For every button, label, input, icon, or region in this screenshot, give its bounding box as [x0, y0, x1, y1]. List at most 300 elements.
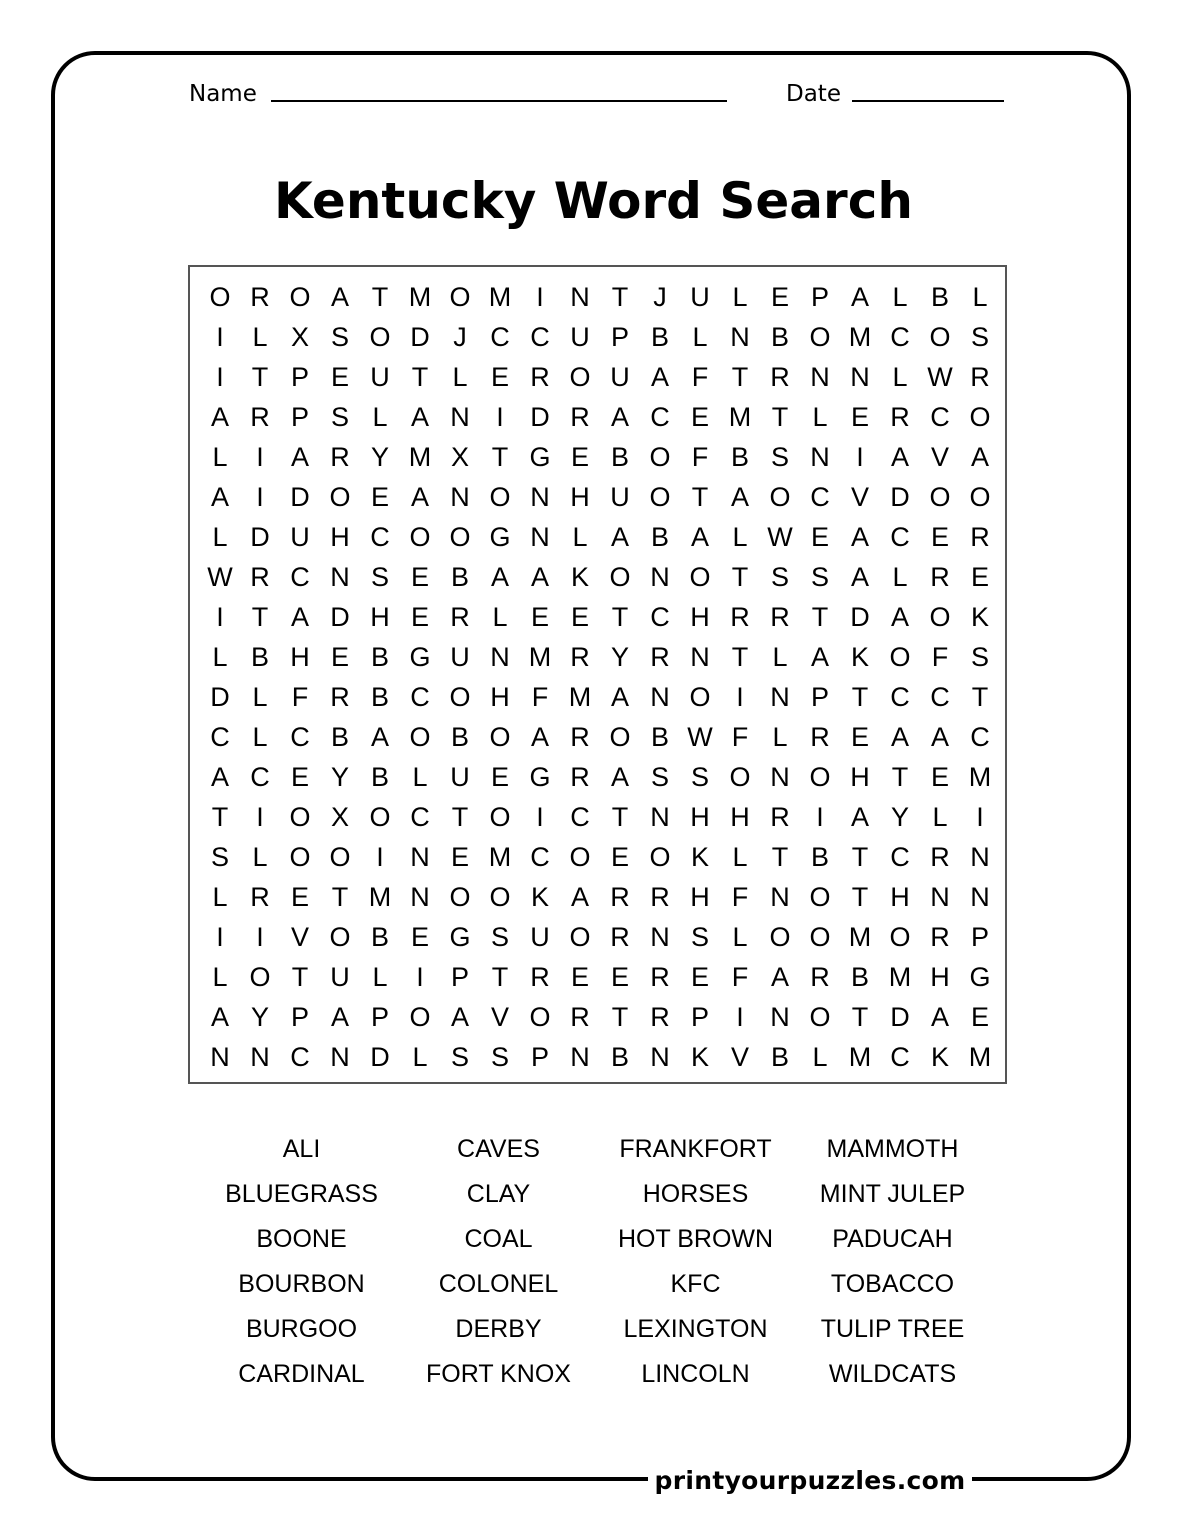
- grid-letter[interactable]: L: [572, 522, 588, 552]
- grid-letter[interactable]: O: [569, 362, 591, 392]
- grid-letter[interactable]: M: [848, 1042, 872, 1072]
- grid-letter[interactable]: B: [770, 1042, 789, 1072]
- grid-letter[interactable]: I: [216, 602, 224, 632]
- grid-letter[interactable]: D: [530, 402, 550, 432]
- grid-letter[interactable]: A: [530, 562, 549, 592]
- grid-letter[interactable]: A: [570, 882, 589, 912]
- grid-letter[interactable]: O: [889, 922, 911, 952]
- grid-letter[interactable]: E: [490, 362, 509, 392]
- grid-letter[interactable]: N: [330, 1042, 350, 1072]
- grid-letter[interactable]: T: [291, 962, 309, 992]
- grid-letter[interactable]: M: [968, 1042, 992, 1072]
- grid-letter[interactable]: B: [250, 642, 269, 672]
- grid-letter[interactable]: C: [410, 682, 430, 712]
- grid-letter[interactable]: T: [331, 882, 349, 912]
- grid-letter[interactable]: E: [530, 602, 549, 632]
- grid-letter[interactable]: A: [210, 402, 229, 432]
- grid-letter[interactable]: N: [650, 682, 670, 712]
- grid-letter[interactable]: R: [810, 962, 830, 992]
- grid-letter[interactable]: U: [370, 362, 390, 392]
- grid-letter[interactable]: C: [370, 522, 390, 552]
- grid-letter[interactable]: E: [330, 642, 349, 672]
- grid-letter[interactable]: R: [930, 562, 950, 592]
- grid-letter[interactable]: D: [890, 482, 910, 512]
- grid-letter[interactable]: I: [536, 282, 544, 312]
- grid-letter[interactable]: E: [970, 1002, 989, 1032]
- grid-letter[interactable]: N: [410, 882, 430, 912]
- grid-letter[interactable]: C: [890, 682, 910, 712]
- grid-letter[interactable]: D: [210, 682, 230, 712]
- grid-letter[interactable]: T: [611, 802, 629, 832]
- grid-letter[interactable]: E: [970, 562, 989, 592]
- grid-letter[interactable]: K: [850, 642, 869, 672]
- grid-letter[interactable]: U: [690, 282, 710, 312]
- grid-letter[interactable]: E: [930, 762, 949, 792]
- grid-letter[interactable]: E: [610, 962, 629, 992]
- grid-letter[interactable]: J: [653, 282, 667, 312]
- grid-letter[interactable]: R: [570, 762, 590, 792]
- grid-letter[interactable]: H: [570, 482, 590, 512]
- grid-letter[interactable]: G: [489, 522, 511, 552]
- grid-letter[interactable]: G: [409, 642, 431, 672]
- grid-letter[interactable]: E: [850, 722, 869, 752]
- grid-letter[interactable]: O: [929, 482, 951, 512]
- grid-letter[interactable]: E: [410, 602, 429, 632]
- grid-letter[interactable]: V: [930, 442, 949, 472]
- grid-letter[interactable]: O: [489, 802, 511, 832]
- grid-letter[interactable]: L: [252, 322, 268, 352]
- grid-letter[interactable]: E: [770, 282, 789, 312]
- grid-letter[interactable]: H: [490, 682, 510, 712]
- grid-letter[interactable]: T: [771, 402, 789, 432]
- grid-letter[interactable]: R: [970, 522, 990, 552]
- grid-letter[interactable]: U: [530, 922, 550, 952]
- grid-letter[interactable]: L: [772, 722, 788, 752]
- grid-letter[interactable]: B: [330, 722, 349, 752]
- grid-letter[interactable]: O: [969, 482, 991, 512]
- grid-letter[interactable]: U: [290, 522, 310, 552]
- grid-letter[interactable]: T: [851, 882, 869, 912]
- grid-letter[interactable]: T: [611, 1002, 629, 1032]
- grid-letter[interactable]: R: [650, 642, 670, 672]
- grid-letter[interactable]: N: [330, 562, 350, 592]
- grid-letter[interactable]: T: [891, 762, 909, 792]
- grid-letter[interactable]: Y: [610, 642, 629, 672]
- grid-letter[interactable]: B: [650, 522, 669, 552]
- grid-letter[interactable]: A: [930, 1002, 949, 1032]
- grid-letter[interactable]: I: [256, 802, 264, 832]
- grid-letter[interactable]: R: [770, 602, 790, 632]
- grid-letter[interactable]: A: [810, 642, 829, 672]
- grid-letter[interactable]: R: [530, 962, 550, 992]
- grid-letter[interactable]: O: [529, 1002, 551, 1032]
- grid-letter[interactable]: E: [930, 522, 949, 552]
- grid-letter[interactable]: I: [736, 682, 744, 712]
- grid-letter[interactable]: O: [289, 282, 311, 312]
- grid-letter[interactable]: R: [610, 882, 630, 912]
- grid-letter[interactable]: O: [809, 922, 831, 952]
- grid-letter[interactable]: P: [290, 402, 309, 432]
- grid-letter[interactable]: F: [731, 722, 749, 752]
- grid-letter[interactable]: R: [570, 722, 590, 752]
- grid-letter[interactable]: O: [809, 762, 831, 792]
- grid-letter[interactable]: P: [970, 922, 989, 952]
- grid-letter[interactable]: T: [691, 482, 709, 512]
- grid-letter[interactable]: T: [491, 442, 509, 472]
- grid-letter[interactable]: O: [249, 962, 271, 992]
- grid-letter[interactable]: T: [851, 1002, 869, 1032]
- grid-letter[interactable]: A: [410, 402, 429, 432]
- grid-letter[interactable]: T: [611, 282, 629, 312]
- grid-letter[interactable]: V: [490, 1002, 509, 1032]
- grid-letter[interactable]: O: [489, 722, 511, 752]
- grid-letter[interactable]: C: [290, 1042, 310, 1072]
- grid-letter[interactable]: O: [689, 562, 711, 592]
- grid-letter[interactable]: O: [329, 842, 351, 872]
- grid-letter[interactable]: L: [212, 642, 228, 672]
- grid-letter[interactable]: C: [250, 762, 270, 792]
- grid-letter[interactable]: A: [330, 282, 349, 312]
- grid-letter[interactable]: L: [692, 322, 708, 352]
- grid-letter[interactable]: T: [611, 602, 629, 632]
- grid-letter[interactable]: O: [769, 922, 791, 952]
- grid-letter[interactable]: L: [212, 882, 228, 912]
- grid-letter[interactable]: M: [968, 762, 992, 792]
- grid-letter[interactable]: P: [290, 362, 309, 392]
- grid-letter[interactable]: S: [690, 762, 709, 792]
- grid-letter[interactable]: L: [252, 682, 268, 712]
- grid-letter[interactable]: K: [530, 882, 549, 912]
- grid-letter[interactable]: C: [290, 562, 310, 592]
- grid-letter[interactable]: W: [687, 722, 713, 752]
- grid-letter[interactable]: O: [409, 522, 431, 552]
- grid-letter[interactable]: D: [410, 322, 430, 352]
- grid-letter[interactable]: O: [809, 882, 831, 912]
- grid-letter[interactable]: T: [251, 602, 269, 632]
- grid-letter[interactable]: T: [851, 842, 869, 872]
- grid-letter[interactable]: R: [890, 402, 910, 432]
- grid-letter[interactable]: L: [412, 1042, 428, 1072]
- grid-letter[interactable]: U: [570, 322, 590, 352]
- grid-letter[interactable]: R: [250, 402, 270, 432]
- grid-letter[interactable]: B: [770, 322, 789, 352]
- grid-letter[interactable]: A: [850, 522, 869, 552]
- grid-letter[interactable]: N: [530, 522, 550, 552]
- grid-letter[interactable]: T: [731, 362, 749, 392]
- grid-letter[interactable]: G: [969, 962, 991, 992]
- grid-letter[interactable]: C: [930, 682, 950, 712]
- grid-letter[interactable]: L: [732, 922, 748, 952]
- grid-letter[interactable]: A: [850, 562, 869, 592]
- grid-letter[interactable]: I: [256, 922, 264, 952]
- grid-letter[interactable]: A: [770, 962, 789, 992]
- grid-letter[interactable]: L: [412, 762, 428, 792]
- grid-letter[interactable]: O: [609, 562, 631, 592]
- grid-letter[interactable]: O: [409, 1002, 431, 1032]
- grid-letter[interactable]: V: [730, 1042, 749, 1072]
- grid-letter[interactable]: N: [650, 922, 670, 952]
- grid-letter[interactable]: D: [290, 482, 310, 512]
- grid-letter[interactable]: K: [930, 1042, 949, 1072]
- grid-letter[interactable]: H: [370, 602, 390, 632]
- grid-letter[interactable]: L: [932, 802, 948, 832]
- grid-letter[interactable]: N: [530, 482, 550, 512]
- grid-letter[interactable]: O: [609, 722, 631, 752]
- grid-letter[interactable]: C: [890, 322, 910, 352]
- grid-letter[interactable]: R: [610, 922, 630, 952]
- grid-letter[interactable]: N: [450, 402, 470, 432]
- grid-letter[interactable]: O: [889, 642, 911, 672]
- grid-letter[interactable]: I: [256, 482, 264, 512]
- grid-letter[interactable]: O: [649, 442, 671, 472]
- grid-letter[interactable]: R: [930, 842, 950, 872]
- grid-letter[interactable]: T: [251, 362, 269, 392]
- grid-letter[interactable]: M: [528, 642, 552, 672]
- grid-letter[interactable]: N: [770, 682, 790, 712]
- grid-letter[interactable]: S: [490, 922, 509, 952]
- grid-letter[interactable]: F: [691, 362, 709, 392]
- grid-letter[interactable]: M: [408, 282, 432, 312]
- grid-letter[interactable]: B: [370, 762, 389, 792]
- grid-letter[interactable]: Y: [370, 442, 389, 472]
- grid-letter[interactable]: R: [250, 282, 270, 312]
- grid-letter[interactable]: E: [610, 842, 629, 872]
- grid-letter[interactable]: R: [970, 362, 990, 392]
- grid-letter[interactable]: P: [290, 1002, 309, 1032]
- grid-letter[interactable]: L: [732, 282, 748, 312]
- grid-letter[interactable]: K: [690, 1042, 709, 1072]
- grid-letter[interactable]: O: [569, 922, 591, 952]
- grid-letter[interactable]: W: [207, 562, 233, 592]
- grid-letter[interactable]: E: [850, 402, 869, 432]
- grid-letter[interactable]: A: [450, 1002, 469, 1032]
- grid-letter[interactable]: H: [690, 602, 710, 632]
- grid-letter[interactable]: R: [770, 362, 790, 392]
- grid-letter[interactable]: I: [496, 402, 504, 432]
- grid-letter[interactable]: H: [930, 962, 950, 992]
- grid-letter[interactable]: V: [290, 922, 309, 952]
- grid-letter[interactable]: B: [370, 922, 389, 952]
- grid-letter[interactable]: N: [650, 1042, 670, 1072]
- grid-letter[interactable]: T: [411, 362, 429, 392]
- grid-letter[interactable]: M: [848, 922, 872, 952]
- grid-letter[interactable]: K: [690, 842, 709, 872]
- grid-letter[interactable]: N: [410, 842, 430, 872]
- grid-letter[interactable]: I: [216, 322, 224, 352]
- grid-letter[interactable]: L: [492, 602, 508, 632]
- grid-letter[interactable]: I: [976, 802, 984, 832]
- grid-letter[interactable]: F: [731, 962, 749, 992]
- grid-letter[interactable]: D: [330, 602, 350, 632]
- grid-letter[interactable]: A: [370, 722, 389, 752]
- grid-letter[interactable]: H: [690, 882, 710, 912]
- grid-letter[interactable]: O: [409, 722, 431, 752]
- grid-letter[interactable]: F: [731, 882, 749, 912]
- grid-letter[interactable]: S: [330, 402, 349, 432]
- grid-letter[interactable]: B: [650, 722, 669, 752]
- grid-letter[interactable]: R: [770, 802, 790, 832]
- grid-letter[interactable]: U: [330, 962, 350, 992]
- grid-letter[interactable]: O: [929, 322, 951, 352]
- grid-letter[interactable]: R: [930, 922, 950, 952]
- grid-letter[interactable]: C: [890, 522, 910, 552]
- grid-letter[interactable]: M: [888, 962, 912, 992]
- grid-letter[interactable]: S: [490, 1042, 509, 1072]
- grid-letter[interactable]: A: [890, 602, 909, 632]
- grid-letter[interactable]: Y: [330, 762, 349, 792]
- grid-letter[interactable]: R: [730, 602, 750, 632]
- grid-letter[interactable]: C: [650, 602, 670, 632]
- grid-letter[interactable]: F: [691, 442, 709, 472]
- grid-letter[interactable]: C: [930, 402, 950, 432]
- grid-letter[interactable]: O: [929, 602, 951, 632]
- grid-letter[interactable]: N: [810, 442, 830, 472]
- grid-letter[interactable]: S: [210, 842, 229, 872]
- grid-letter[interactable]: R: [810, 722, 830, 752]
- grid-letter[interactable]: H: [850, 762, 870, 792]
- grid-letter[interactable]: S: [450, 1042, 469, 1072]
- grid-letter[interactable]: O: [809, 322, 831, 352]
- grid-letter[interactable]: K: [570, 562, 589, 592]
- grid-letter[interactable]: N: [210, 1042, 230, 1072]
- grid-letter[interactable]: O: [289, 802, 311, 832]
- grid-letter[interactable]: N: [850, 362, 870, 392]
- grid-letter[interactable]: C: [290, 722, 310, 752]
- grid-letter[interactable]: L: [212, 522, 228, 552]
- grid-letter[interactable]: R: [570, 642, 590, 672]
- grid-letter[interactable]: A: [690, 522, 709, 552]
- grid-letter[interactable]: L: [212, 962, 228, 992]
- grid-letter[interactable]: A: [210, 482, 229, 512]
- grid-letter[interactable]: P: [810, 682, 829, 712]
- grid-letter[interactable]: L: [372, 962, 388, 992]
- grid-letter[interactable]: X: [330, 802, 349, 832]
- grid-letter[interactable]: L: [372, 402, 388, 432]
- grid-letter[interactable]: H: [290, 642, 310, 672]
- grid-letter[interactable]: R: [330, 442, 350, 472]
- grid-letter[interactable]: F: [931, 642, 949, 672]
- grid-letter[interactable]: A: [610, 522, 629, 552]
- grid-letter[interactable]: A: [970, 442, 989, 472]
- grid-letter[interactable]: U: [610, 362, 630, 392]
- grid-letter[interactable]: E: [370, 482, 389, 512]
- grid-letter[interactable]: L: [252, 842, 268, 872]
- grid-letter[interactable]: M: [408, 442, 432, 472]
- grid-letter[interactable]: O: [969, 402, 991, 432]
- grid-letter[interactable]: I: [256, 442, 264, 472]
- grid-letter[interactable]: O: [449, 282, 471, 312]
- grid-letter[interactable]: B: [450, 722, 469, 752]
- grid-letter[interactable]: O: [369, 322, 391, 352]
- grid-letter[interactable]: O: [689, 682, 711, 712]
- grid-letter[interactable]: S: [770, 442, 789, 472]
- grid-letter[interactable]: T: [371, 282, 389, 312]
- grid-letter[interactable]: V: [850, 482, 869, 512]
- grid-letter[interactable]: T: [451, 802, 469, 832]
- grid-letter[interactable]: W: [927, 362, 953, 392]
- grid-letter[interactable]: A: [650, 362, 669, 392]
- grid-letter[interactable]: L: [972, 282, 988, 312]
- grid-letter[interactable]: O: [489, 882, 511, 912]
- grid-letter[interactable]: S: [690, 922, 709, 952]
- grid-letter[interactable]: C: [530, 322, 550, 352]
- grid-letter[interactable]: M: [568, 682, 592, 712]
- grid-letter[interactable]: J: [453, 322, 467, 352]
- grid-letter[interactable]: R: [450, 602, 470, 632]
- grid-letter[interactable]: B: [730, 442, 749, 472]
- grid-letter[interactable]: S: [650, 762, 669, 792]
- grid-letter[interactable]: L: [892, 562, 908, 592]
- grid-letter[interactable]: N: [690, 642, 710, 672]
- grid-letter[interactable]: N: [770, 762, 790, 792]
- grid-letter[interactable]: H: [330, 522, 350, 552]
- grid-letter[interactable]: S: [770, 562, 789, 592]
- grid-letter[interactable]: E: [690, 962, 709, 992]
- grid-letter[interactable]: I: [856, 442, 864, 472]
- grid-letter[interactable]: R: [530, 362, 550, 392]
- grid-letter[interactable]: R: [570, 402, 590, 432]
- grid-letter[interactable]: C: [970, 722, 990, 752]
- grid-letter[interactable]: A: [850, 802, 869, 832]
- grid-letter[interactable]: A: [410, 482, 429, 512]
- grid-letter[interactable]: E: [410, 562, 429, 592]
- grid-letter[interactable]: N: [770, 1002, 790, 1032]
- grid-letter[interactable]: A: [530, 722, 549, 752]
- grid-letter[interactable]: O: [369, 802, 391, 832]
- grid-letter[interactable]: O: [209, 282, 231, 312]
- grid-letter[interactable]: O: [649, 482, 671, 512]
- grid-letter[interactable]: T: [971, 682, 989, 712]
- grid-letter[interactable]: O: [449, 682, 471, 712]
- grid-letter[interactable]: A: [210, 762, 229, 792]
- grid-letter[interactable]: F: [531, 682, 549, 712]
- grid-letter[interactable]: C: [530, 842, 550, 872]
- grid-letter[interactable]: W: [767, 522, 793, 552]
- grid-letter[interactable]: A: [610, 402, 629, 432]
- grid-letter[interactable]: C: [890, 1042, 910, 1072]
- grid-letter[interactable]: E: [290, 882, 309, 912]
- grid-letter[interactable]: O: [649, 842, 671, 872]
- grid-letter[interactable]: T: [811, 602, 829, 632]
- grid-letter[interactable]: B: [650, 322, 669, 352]
- grid-letter[interactable]: L: [732, 842, 748, 872]
- grid-letter[interactable]: O: [769, 482, 791, 512]
- grid-letter[interactable]: A: [290, 442, 309, 472]
- grid-letter[interactable]: S: [370, 562, 389, 592]
- grid-letter[interactable]: S: [970, 322, 989, 352]
- grid-letter[interactable]: L: [252, 722, 268, 752]
- grid-letter[interactable]: B: [370, 642, 389, 672]
- grid-letter[interactable]: P: [690, 1002, 709, 1032]
- grid-letter[interactable]: M: [728, 402, 752, 432]
- grid-letter[interactable]: I: [416, 962, 424, 992]
- grid-letter[interactable]: T: [731, 642, 749, 672]
- grid-letter[interactable]: A: [730, 482, 749, 512]
- grid-letter[interactable]: C: [570, 802, 590, 832]
- grid-letter[interactable]: O: [289, 842, 311, 872]
- grid-letter[interactable]: B: [610, 442, 629, 472]
- grid-letter[interactable]: S: [330, 322, 349, 352]
- grid-letter[interactable]: T: [851, 682, 869, 712]
- grid-letter[interactable]: I: [216, 922, 224, 952]
- grid-letter[interactable]: L: [772, 642, 788, 672]
- grid-letter[interactable]: B: [370, 682, 389, 712]
- grid-letter[interactable]: N: [650, 562, 670, 592]
- grid-letter[interactable]: P: [810, 282, 829, 312]
- grid-letter[interactable]: S: [970, 642, 989, 672]
- grid-letter[interactable]: Y: [250, 1002, 269, 1032]
- grid-letter[interactable]: S: [810, 562, 829, 592]
